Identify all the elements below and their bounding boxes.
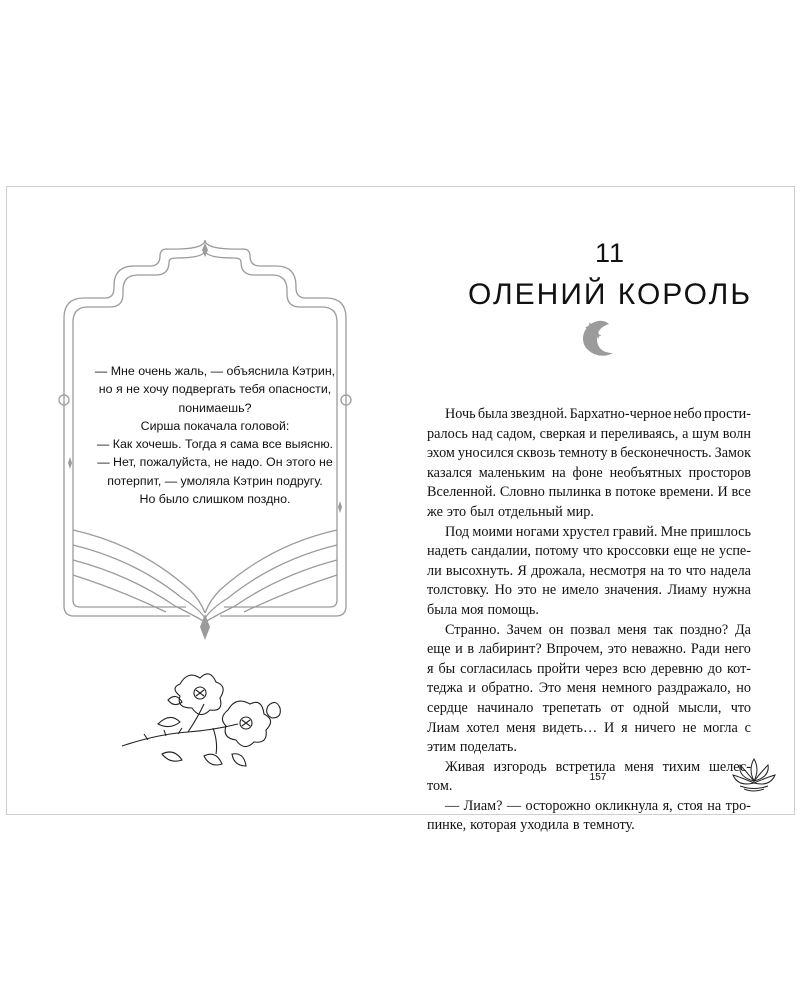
word: меня [566,680,597,697]
word: и [589,425,597,442]
word: пришлось [690,523,751,540]
quote-line: Но было слишком поздно. [139,492,291,507]
word: И [717,484,728,501]
word: Да [734,621,751,638]
word: Лиам? [463,797,503,814]
word: сердце [427,699,468,716]
word: с [744,719,751,736]
word: еще [673,543,697,560]
text-line [427,699,751,719]
word: ничего [634,719,676,736]
text-line [427,719,751,739]
word: позвал [570,621,611,638]
text-line [427,523,751,543]
word: то [668,562,682,579]
word: Бархатно-черное [569,406,672,422]
word: что [685,562,706,579]
text-line [427,542,751,562]
word: от [610,699,624,716]
word: Замок [714,445,751,462]
word: был [470,503,494,520]
word: кроссовки [606,543,670,560]
word: через [585,660,618,677]
word: эхом [427,445,455,462]
word: фоне [572,464,603,481]
word: садом, [496,425,536,442]
lotus-flower-icon [730,755,778,795]
word: этим [427,739,456,756]
word: он [548,621,564,638]
word: так [653,621,674,638]
word: гравий. [612,523,658,540]
text-line [427,405,751,425]
word: тихим [662,758,701,775]
word: Странно. [445,621,500,638]
word: пылинка [548,484,602,501]
word: просторов [688,464,751,481]
word: это [607,641,627,658]
word: все [731,484,751,501]
word: в [604,484,612,501]
word: сандалии, [471,543,531,560]
word: Я [517,562,527,579]
word: немного [601,680,652,697]
word: уносился [457,445,514,462]
word: Вселенной. [427,484,497,501]
text-line [427,679,751,699]
text-line [427,562,751,582]
word: моя [461,601,484,618]
word: ли [427,562,442,579]
word: не [682,719,697,736]
word: него [724,641,751,658]
word: всю [622,660,647,677]
word: сверкая [539,425,586,442]
page-number: 157 [589,772,607,783]
word: прости- [704,406,751,422]
text-line [427,738,751,758]
word: успе- [718,543,751,560]
word: тро- [725,797,751,814]
word: Словно [499,484,545,501]
word: в [572,817,580,834]
word: в [467,641,475,658]
quote-line: Сирша покачала головой: [140,418,290,433]
word: это [517,582,537,599]
word: Это [538,680,562,697]
quote-block [92,362,338,508]
word: маленьким [478,464,545,481]
word: бы [438,660,456,677]
word: казался [427,464,472,481]
text-line [427,601,751,621]
quote-line: потерпит, — умоляла Кэтрин подругу. [107,473,323,488]
word: мысли, [678,699,722,716]
word: согласилась [460,660,533,677]
chapter-title: ОЛЕНИЙ КОРОЛЬ [467,278,753,311]
word: меня [506,719,536,736]
word: пройти [536,660,581,677]
word: хрустел [562,523,610,540]
word: над [471,425,493,442]
word: я [427,660,434,677]
word: но [736,680,751,697]
word: обратно. [481,680,534,697]
word: ралось [427,425,468,442]
word: времени. [659,484,714,501]
word: я [621,719,628,736]
word: трепетать [542,699,602,716]
word: поздно? [679,621,729,638]
word: я, [662,797,673,814]
word: звездной. [510,406,568,422]
text-line [427,797,751,817]
word: Ночь [445,406,476,422]
word: пинке, [427,817,467,834]
word: Лиаму [667,582,708,599]
word: осторожно [525,797,591,814]
word: одной [632,699,670,716]
word: что [730,699,751,716]
word: Мне [660,523,688,540]
word: стоя [677,797,703,814]
word: же [427,503,443,520]
word: не [542,582,557,599]
word: надела [710,562,751,579]
word: шелес- [708,758,751,775]
text-line [427,483,751,503]
word: Но [494,582,512,599]
word: Под [445,523,470,540]
crescent-moon-stars-icon [576,318,626,358]
word: сквозь [516,445,556,462]
word: в [610,445,618,462]
word: видеть… [542,719,598,736]
word: была [427,601,458,618]
word: на [707,797,722,814]
text-line [427,425,751,445]
word: Живая [445,758,485,775]
word: начинало [477,699,534,716]
word: меня [617,621,647,638]
word: моими [472,523,513,540]
word: несмотря [589,562,646,579]
word: была [477,406,508,422]
quote-line: — Мне очень жаль, — объяснила Кэтрин, [94,364,336,378]
word: деревню [651,660,703,677]
word: не [700,543,715,560]
word: раздражало, [657,680,731,697]
word: неважно. [631,641,687,658]
word: поделать. [459,739,517,756]
word: на [551,464,566,481]
word: это [446,503,467,520]
word: потому [535,543,579,560]
word: лабиринт? [478,641,542,658]
word: темноту. [583,817,635,834]
word: Лиам [427,719,460,736]
word: теджа [427,680,463,697]
word: — [445,797,460,814]
word: и [455,641,463,658]
text-line [427,444,751,464]
word: которая [470,817,517,834]
word: имело [561,582,599,599]
word: высохнуть. [445,562,514,579]
word: изгородь [493,758,547,775]
word: потоке [615,484,656,501]
quote-line: — Как хочешь. Тогда я сама все выясню. [96,437,334,452]
word: ногами [515,523,560,540]
word: небо [673,406,702,422]
quote-line: понимаешь? [178,400,252,415]
text-line [427,581,751,601]
word: кот- [726,660,751,677]
word: том. [427,778,453,795]
word: на [650,562,665,579]
word: волн [722,425,751,442]
word: что [582,543,603,560]
word: И [604,719,615,736]
rose-branch-illustration [118,662,288,774]
word: Ради [690,641,720,658]
word: еще [427,641,451,658]
text-line [427,621,751,641]
word: необъятных [609,464,682,481]
word: а [682,425,689,442]
chapter-number: 11 [594,238,626,268]
word: надеть [427,543,468,560]
text-line [427,464,751,484]
word: меня [624,758,654,775]
word: и [468,680,476,697]
word: нужна [712,582,751,599]
word: Зачем [506,621,542,638]
word: дрожала, [531,562,586,579]
word: отдельный [497,503,563,520]
word: Впрочем, [546,641,604,658]
quote-line: но я не хочу подвергать тебя опасности, [98,382,332,397]
word: темноту [558,445,608,462]
word: — [506,797,522,814]
text-line [427,503,751,523]
word: мир. [566,503,594,520]
text-line [427,640,751,660]
word: хотел [466,719,500,736]
text-line [427,816,751,836]
word: шум [692,425,719,442]
text-line [427,660,751,680]
word: переливаясь, [600,425,679,442]
word: бесконечность. [620,445,712,462]
word: могла [703,719,738,736]
word: значения. [604,582,663,599]
word: встретила [555,758,616,775]
word: до [707,660,723,677]
quote-line: — Нет, пожалуйста, не надо. Он этого не [97,455,333,470]
word: толстовку. [427,582,490,599]
word: окликнула [595,797,659,814]
word: уходила [520,817,569,834]
word: помощь. [487,601,539,618]
